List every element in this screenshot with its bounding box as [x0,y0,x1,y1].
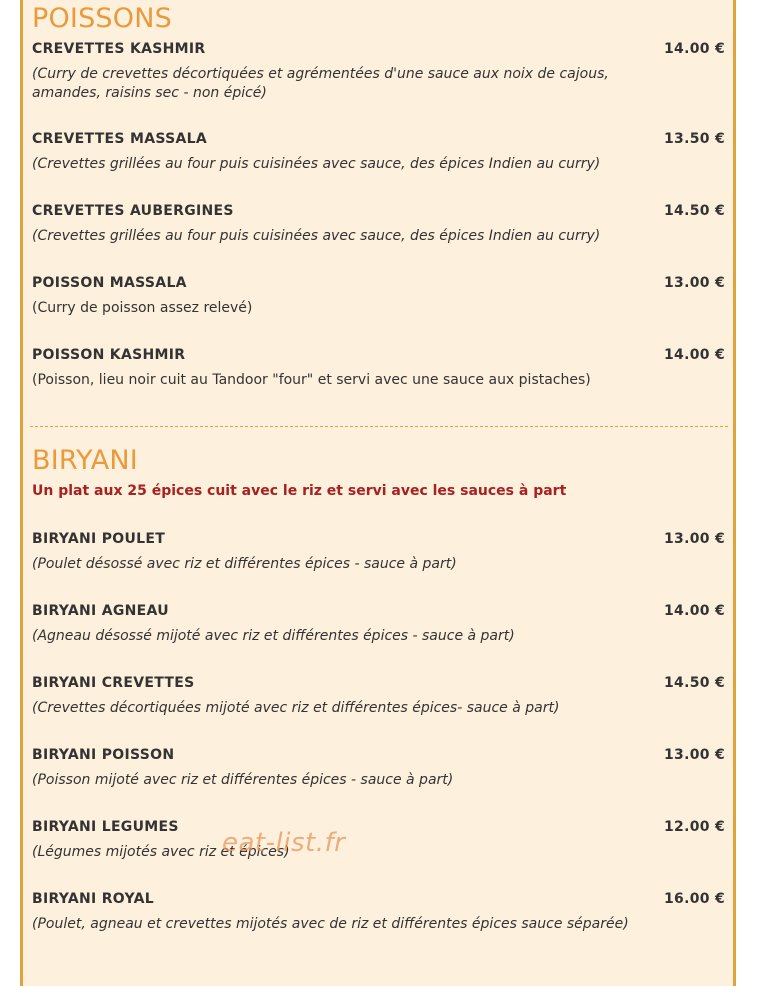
item-name: BIRYANI POISSON [32,747,175,763]
item-name: BIRYANI POULET [32,531,166,547]
item-name: POISSON KASHMIR [32,347,186,363]
item-price: 14.50 € [664,203,725,219]
section-title-poissons: POISSONS [32,3,172,34]
item-name: CREVETTES AUBERGINES [32,203,234,219]
watermark: eat-list.fr [222,828,346,858]
item-description: (Poulet, agneau et crevettes mijotés avec de riz et différentes épices sauce séparée) [32,916,629,932]
item-description: (Curry de crevettes décortiquées et agrémentées d'une sauce aux noix de cajous, amandes, raisins sec - non épicé) [32,66,609,101]
item-price: 14.50 € [664,675,725,691]
item-description: (Curry de poisson assez relevé) [32,300,253,316]
item-description: (Crevettes grillées au four puis cuisinées avec sauce, des épices Indien au curry) [32,228,601,244]
item-name: BIRYANI CREVETTES [32,675,195,691]
item-description: (Légumes mijotés avec riz et épices) [32,844,290,860]
item-price: 13.00 € [664,275,725,291]
item-description: (Agneau désossé mijoté avec riz et différentes épices - sauce à part) [32,628,515,644]
item-price: 12.00 € [664,819,725,835]
item-price: 16.00 € [664,891,725,907]
item-price: 13.00 € [664,531,725,547]
item-price: 14.00 € [664,347,725,363]
item-name: POISSON MASSALA [32,275,187,291]
item-price: 13.00 € [664,747,725,763]
menu-panel [20,0,736,986]
item-name: CREVETTES MASSALA [32,131,207,147]
item-description: (Poulet désossé avec riz et différentes épices - sauce à part) [32,556,457,572]
item-name: BIRYANI LEGUMES [32,819,179,835]
item-price: 13.50 € [664,131,725,147]
item-description: (Crevettes grillées au four puis cuisinées avec sauce, des épices Indien au curry) [32,156,601,172]
item-description: (Crevettes décortiquées mijoté avec riz et différentes épices- sauce à part) [32,700,560,716]
section-subtitle: Un plat aux 25 épices cuit avec le riz et servi avec les sauces à part [32,483,567,499]
section-divider [30,426,728,427]
item-description: (Poisson mijoté avec riz et différentes épices - sauce à part) [32,772,454,788]
item-price: 14.00 € [664,603,725,619]
item-name: BIRYANI AGNEAU [32,603,169,619]
section-title-biryani: BIRYANI [32,445,138,476]
item-name: BIRYANI ROYAL [32,891,154,907]
item-description: (Poisson, lieu noir cuit au Tandoor "four" et servi avec une sauce aux pistaches) [32,372,591,388]
item-price: 14.00 € [664,41,725,57]
item-name: CREVETTES KASHMIR [32,41,206,57]
